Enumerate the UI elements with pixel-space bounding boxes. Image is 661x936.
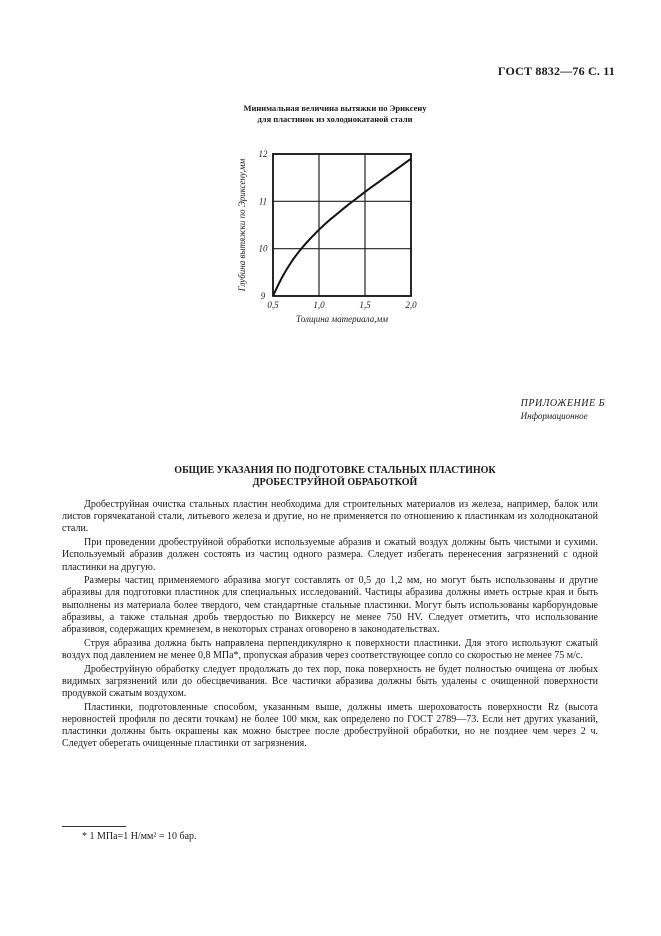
chart-title-line-2: для пластинок из холоднокатаной стали	[257, 114, 413, 124]
section-title	[90, 465, 580, 489]
y-tick-label: 9	[260, 291, 266, 301]
x-tick-label: 2,0	[405, 300, 417, 310]
paragraph: Дробеструйную обработку следует продолжать до тех пор, пока поверхность не будет полностью очищена от любых видимых загрязнений или до обесцвечивания. Все частички абразива должны быть удалены с очищенной поверхности продувкой сжатым воздухом.	[62, 663, 598, 700]
y-tick-label: 12	[258, 149, 268, 159]
appendix-subtitle: Информационное	[520, 411, 588, 421]
footnote-divider	[62, 826, 126, 827]
appendix-title: ПРИЛОЖЕНИЕ Б	[520, 398, 605, 409]
paragraph: Пластинки, подготовленные способом, указанным выше, должны иметь шероховатость поверхности Rz (высота неровностей профиля по десяти точкам) не более 100 мкм, как определено по ГОСТ 2789—73. Если нет других указаний, пластинки должны быть окрашены как можно быстрее после дробеструйной обработки, но не позднее чем через 2 ч. Следует оберегать очищенные пластинки от загрязнения.	[62, 701, 598, 750]
paragraph: Дробеструйная очистка стальных пластин необходима для строительных материалов из железа, например, балок или листов горячекатаной стали, литьевого железа и другие, но не применяется по отношению к пластинкам из холоднокатаной стали.	[62, 499, 598, 535]
x-tick-label: 1,5	[359, 300, 371, 310]
x-tick-label: 0,5	[267, 300, 279, 310]
chart-title-line-1: Минимальная величина вытяжки по Эриксену	[243, 103, 427, 113]
x-axis-label: Толщина материала,мм	[296, 314, 388, 324]
series-line	[273, 159, 411, 296]
page-header: ГОСТ 8832—76 С. 11	[497, 64, 615, 78]
paragraph: Размеры частиц применяемого абразива могут составлять от 0,5 до 1,2 мм, но могут быть использованы и другие абразивы для подготовки пластинок для специальных исследований. Частицы абразива должны иметь острые края и быть выполнены из материала более твердого, чем стандартные стальные пластинки. Могут быть использованы карборундовые абразивы, а также стальная дробь твердостью по Виккерсу не менее 750 HV. Следует отметить, что использование абразивов, содержащих кремнезем, в некоторых странах оговорено в законодательствах.	[62, 575, 598, 636]
section-title-line-1: ОБЩИЕ УКАЗАНИЯ ПО ПОДГОТОВКЕ СТАЛЬНЫХ ПЛАСТИНОК	[174, 465, 496, 476]
y-axis-label: Глубина вытяжки по Эриксену,мм	[237, 158, 247, 292]
appendix-label	[521, 397, 605, 423]
footnote: * 1 МПа=1 Н/мм² = 10 бар.	[82, 831, 197, 842]
paragraph: При проведении дробеструйной обработки используемые абразив и сжатый воздух должны быть чистыми и сухими. Используемый абразив должен состоять из частиц одного размера. Следует избегать перенесения загрязнений с одной пластинки на другую.	[62, 537, 598, 573]
section-title-line-2: ДРОБЕСТРУЙНОЙ ОБРАБОТКОЙ	[252, 477, 418, 488]
erichsen-chart	[0, 0, 661, 340]
paragraph: Струя абразива должна быть направлена перпендикулярно к поверхности пластинки. Для этого используют сжатый воздух под давлением не менее 0,8 МПа*, пропуская абразив через соответствующее сопло со скоростью не менее 75 м/с.	[62, 637, 598, 661]
y-tick-label: 11	[258, 196, 268, 207]
body-text	[62, 499, 598, 752]
y-tick-label: 10	[258, 243, 268, 254]
plot-frame	[273, 154, 411, 296]
x-tick-label: 1,0	[313, 300, 325, 310]
